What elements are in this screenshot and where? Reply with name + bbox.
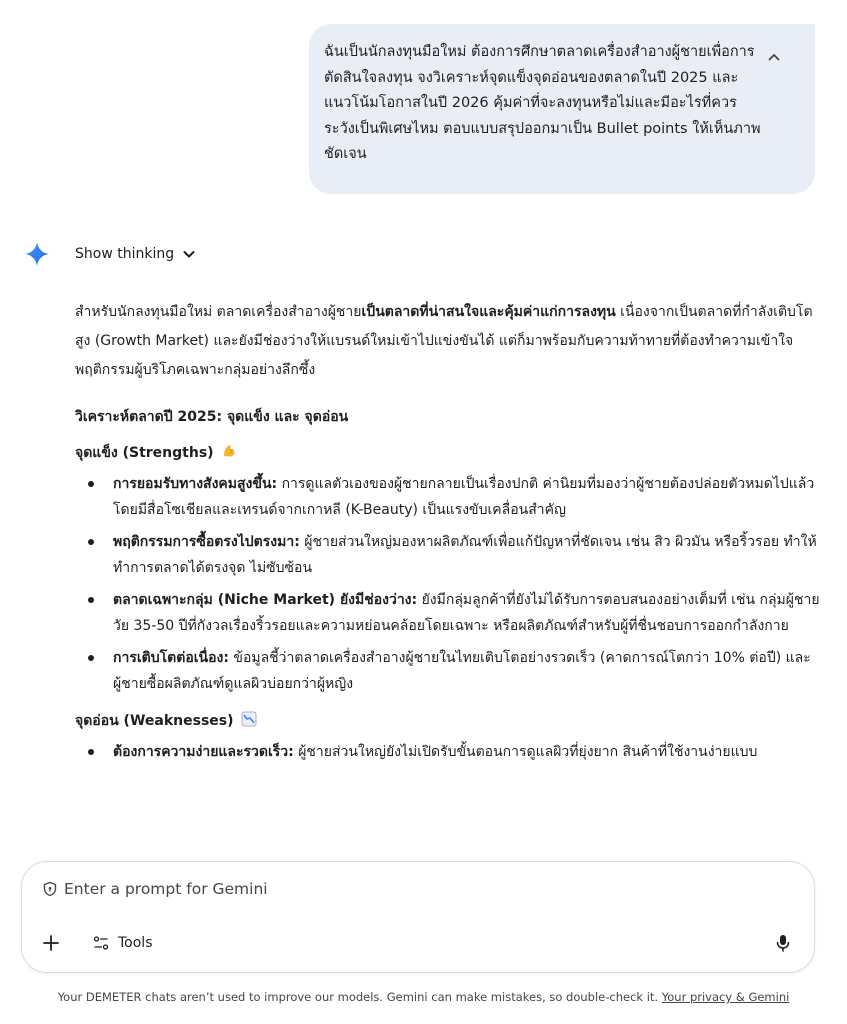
list-item <box>113 739 820 765</box>
response-intro <box>75 298 820 385</box>
list-item <box>113 471 820 523</box>
intro-part-2: เนื่องจากเป็นตลาดที่กำลังเติบโตสูง (Growth Market) และยังมีช่องว่างให้แบรนด์ใหม่เข้าไปแข่งขันได้ แต่ก็มาพร้อมกับความท้าทายที่ต้องทำความเข้าใจพฤติกรรมผู้บริโภคเฉพาะกลุ่มอย่างลึกซึ้ง <box>75 304 813 378</box>
strengths-title: จุดแข็ง (Strengths) <box>75 445 214 461</box>
add-attachment-button[interactable] <box>40 932 62 954</box>
tools-button[interactable] <box>92 931 153 955</box>
footer-disclaimer <box>0 990 847 1004</box>
user-message-text: ฉันเป็นนักลงทุนมือใหม่ ต้องการศึกษาตลาดเครื่องสำอางผู้ชายเพื่อการตัดสินใจลงทุน จงวิเคราะห์จุดแข็งจุดอ่อนของตลาดในปี 2025 และแนวโน้มโอกาสในปี 2026 คุ้มค่าที่จะลงทุนหรือไม่และมีอะไรที่ควรระวังเป็นพิเศษไหม ตอบแบบสรุปออกมาเป็น Bullet points ให้เห็นภาพชัดเจน <box>324 44 761 162</box>
microphone-icon <box>772 932 794 954</box>
microphone-button[interactable] <box>772 932 794 954</box>
item-bold: การเติบโตต่อเนื่อง: <box>113 650 229 666</box>
prompt-input[interactable] <box>42 880 268 898</box>
weaknesses-heading <box>75 709 820 733</box>
prompt-placeholder: Enter a prompt for Gemini <box>64 880 268 898</box>
item-text: ผู้ชายส่วนใหญ่ยังไม่เปิดรับขั้นตอนการดูแลผิวที่ยุ่งยาก สินค้าที่ใช้งานง่ายแบบ <box>293 744 758 760</box>
strengths-heading <box>75 441 820 465</box>
prompt-box <box>21 861 815 973</box>
item-bold: การยอมรับทางสังคมสูงขึ้น: <box>113 476 278 492</box>
item-bold: พฤติกรรมการซื้อตรงไปตรงมา: <box>113 534 300 550</box>
gemini-spark-icon <box>24 241 50 267</box>
chevron-up-icon <box>767 50 781 64</box>
show-thinking-label: Show thinking <box>75 246 175 262</box>
footer-text: Your DEMETER chats aren’t used to improve our models. Gemini can make mistakes, so double-check it. <box>57 990 662 1004</box>
list-item <box>113 645 820 697</box>
user-message-bubble <box>309 24 815 194</box>
intro-part-1: สำหรับนักลงทุนมือใหม่ ตลาดเครื่องสำอางผู้ชาย <box>75 304 362 320</box>
chevron-down-icon <box>182 247 196 261</box>
chart-decreasing-emoji <box>241 711 257 727</box>
intro-bold: เป็นตลาดที่น่าสนใจและคุ้มค่าแก่การลงทุน <box>361 304 616 320</box>
plus-icon <box>40 932 62 954</box>
collapse-message-button[interactable] <box>763 46 785 68</box>
tools-icon <box>92 934 110 952</box>
model-response <box>75 298 820 860</box>
item-text: การดูแลตัวเองของผู้ชายกลายเป็นเรื่องปกติ ค่านิยมที่มองว่าผู้ชายต้องปล่อยตัวหมดไปแล้ว โดยมีสื่อโซเชียลและเทรนด์จากเกาหลี (K-Beauty) เป็นแรงขับเคลื่อนสำคัญ <box>113 476 815 518</box>
privacy-link[interactable]: Your privacy & Gemini <box>661 990 790 1004</box>
item-text: ยังมีกลุ่มลูกค้าที่ยังไม่ได้รับการตอบสนองอย่างเต็มที่ เช่น กลุ่มผู้ชายวัย 35-50 ปีที่กังวลเรื่องริ้วรอยและความหย่อนคล้อยโดยเฉพาะ หรือผลิตภัณฑ์สำหรับผู้ที่ชื่นชอบการออกกำลังกาย <box>113 592 820 634</box>
flexed-biceps-emoji <box>221 443 237 459</box>
item-bold: ต้องการความง่ายและรวดเร็ว: <box>113 744 294 760</box>
weaknesses-title: จุดอ่อน (Weaknesses) <box>75 713 234 729</box>
list-item <box>113 529 820 581</box>
strengths-list <box>75 471 820 697</box>
item-text: ข้อมูลชี้ว่าตลาดเครื่องสำอางผู้ชายในไทยเติบโตอย่างรวดเร็ว (คาดการณ์โตกว่า 10% ต่อปี) และผู้ชายซื้อผลิตภัณฑ์ดูแลผิวบ่อยกว่าผู้หญิง <box>113 650 811 692</box>
weaknesses-list <box>75 739 820 765</box>
shield-icon <box>42 881 58 897</box>
section-title: วิเคราะห์ตลาดปี 2025: จุดแข็ง และ จุดอ่อน <box>75 409 349 425</box>
item-bold: ตลาดเฉพาะกลุ่ม (Niche Market) ยังมีช่องว่าง: <box>113 592 418 608</box>
tools-label: Tools <box>118 935 153 951</box>
show-thinking-toggle[interactable] <box>75 242 196 266</box>
item-text: ผู้ชายส่วนใหญ่มองหาผลิตภัณฑ์เพื่อแก้ปัญหาที่ชัดเจน เช่น สิว ผิวมัน หรือริ้วรอย ทำให้ทำการตลาดได้ตรงจุด ไม่ซับซ้อน <box>113 534 817 576</box>
list-item <box>113 587 820 639</box>
